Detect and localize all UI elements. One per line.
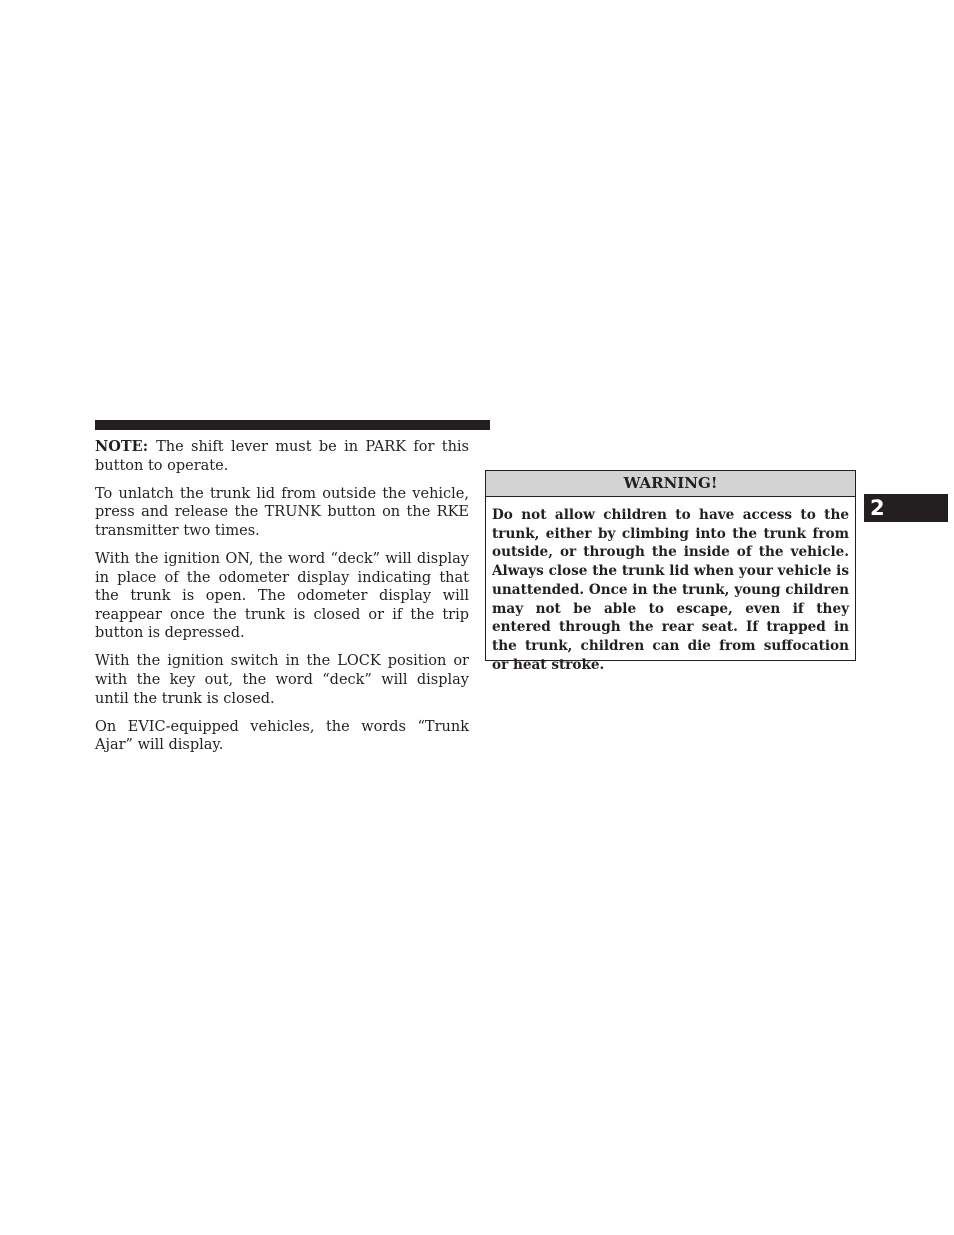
left-column [95,438,469,764]
note-paragraph [95,438,469,475]
paragraph-unlatch: To unlatch the trunk lid from outside the vehicle, press and release the TRUNK button on the RKE transmitter two times. [95,485,469,539]
warning-box [485,470,856,673]
paragraph-ignition-on: With the ignition ON, the word “deck” will display in place of the odometer display indicating that the trunk is open. The odometer display will reappear once the trunk is closed or if the trip button is depressed. [95,550,469,642]
note-label: NOTE: [95,438,149,455]
paragraph-evic: On EVIC-equipped vehicles, the words “Trunk Ajar” will display. [95,718,469,754]
paragraph-lock-position: With the ignition switch in the LOCK position or with the key out, the word “deck” will display until the trunk is closed. [95,653,469,707]
chapter-number: 2 [870,496,885,520]
section-rule [95,420,490,430]
note-text: The shift lever must be in PARK for this button to operate. [95,439,469,474]
chapter-tab [864,494,948,522]
warning-title: WARNING! [486,471,855,497]
warning-body: Do not allow children to have access to the trunk, either by climbing into the trunk from outside, or through the inside of the vehicle. Always close the trunk lid when your vehicle is unattended. Once in the trunk, young children may not be able to escape, even if they entered through the rear seat. If trapped in the trunk, children can die from suffocation or heat stroke. [492,507,849,673]
